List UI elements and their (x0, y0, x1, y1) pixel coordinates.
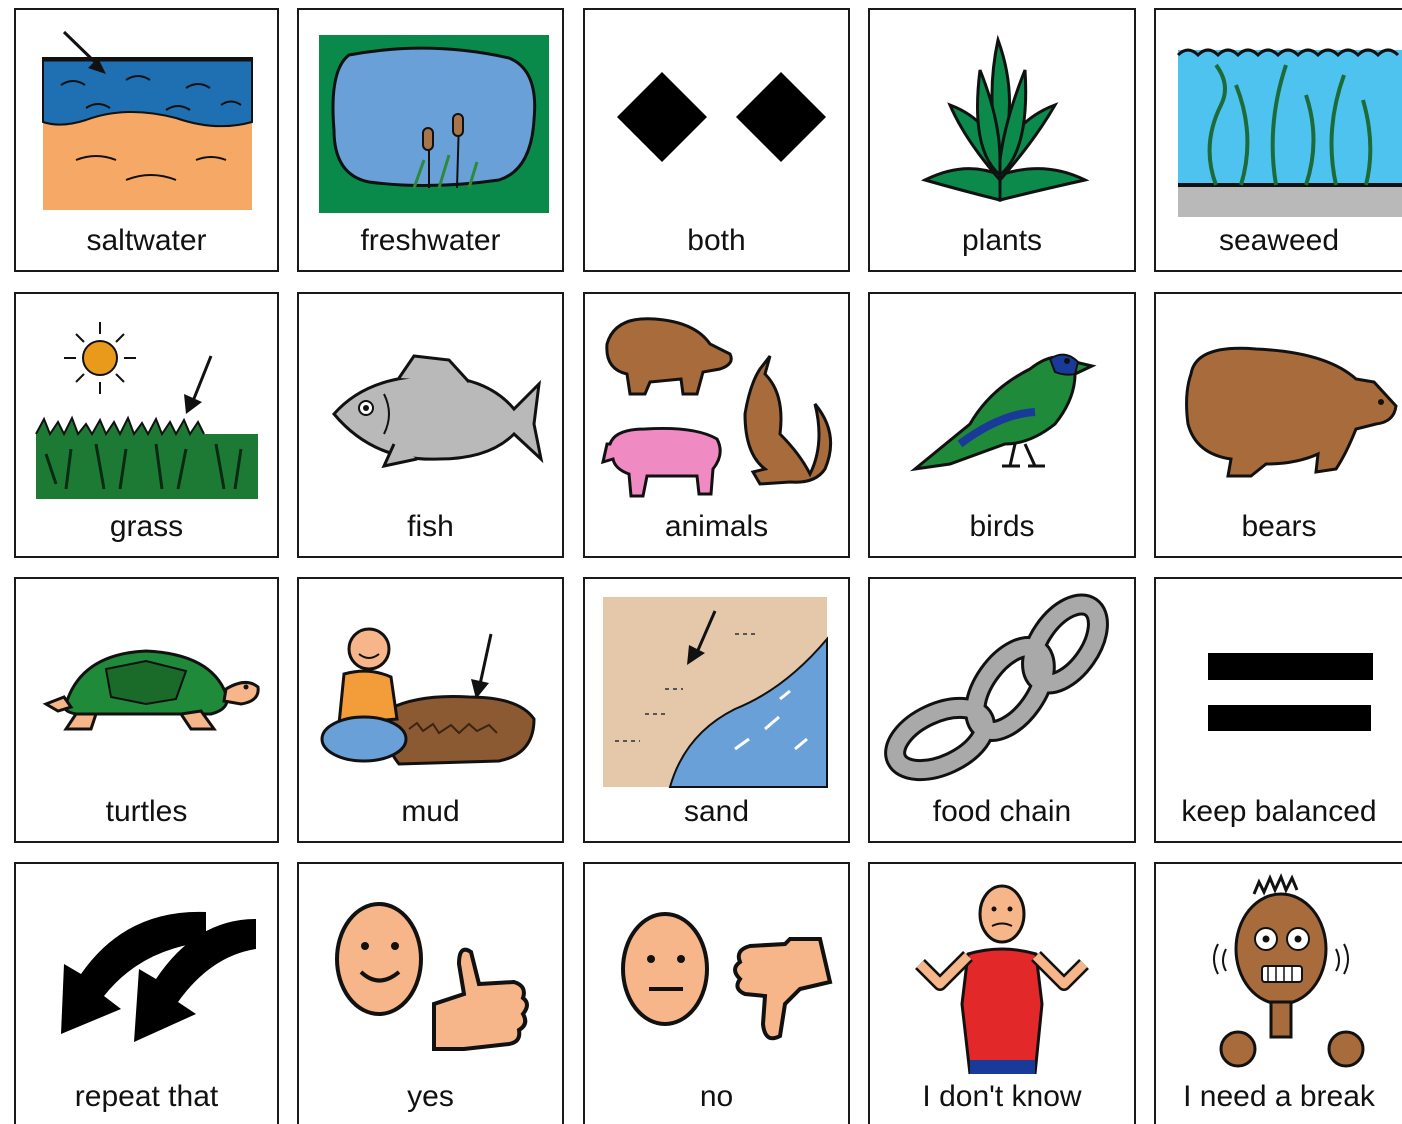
cell-seaweed[interactable] (1154, 8, 1402, 272)
plant-icon (870, 10, 1134, 215)
cell-label: I need a break (1183, 1080, 1375, 1113)
shrug-icon (870, 864, 1134, 1074)
cell-plants[interactable] (868, 8, 1136, 272)
cell-label: bears (1241, 510, 1317, 543)
cell-i-need-a-break[interactable] (1154, 862, 1402, 1124)
cell-bears[interactable] (1154, 292, 1402, 558)
cell-i-dont-know[interactable] (868, 862, 1136, 1124)
cell-sand[interactable] (583, 577, 850, 843)
chain-icon (870, 579, 1134, 789)
cell-label: fish (407, 510, 454, 543)
cell-birds[interactable] (868, 292, 1136, 558)
turtle-icon (16, 579, 277, 789)
bear-icon (1156, 294, 1402, 504)
cell-no[interactable] (583, 862, 850, 1124)
cell-mud[interactable] (297, 577, 564, 843)
mud-icon (299, 579, 562, 789)
cell-label: sand (683, 795, 750, 828)
grass-icon (16, 294, 277, 504)
repeat-arrows-icon (16, 864, 277, 1074)
cell-repeat-that[interactable] (14, 862, 279, 1124)
sand-beach-icon (585, 579, 848, 789)
freshwater-pond-icon (299, 10, 562, 220)
cell-freshwater[interactable] (297, 8, 564, 272)
cell-turtles[interactable] (14, 577, 279, 843)
cell-label: both (687, 224, 746, 257)
cell-label: no (699, 1080, 734, 1113)
fish-icon (299, 294, 562, 504)
cell-fish[interactable] (297, 292, 564, 558)
cell-label: seaweed (1218, 224, 1340, 257)
cell-label: grass (109, 510, 184, 543)
cell-label: animals (664, 510, 769, 543)
saltwater-icon (16, 10, 277, 210)
bird-icon (870, 294, 1134, 504)
cell-saltwater[interactable] (14, 8, 279, 272)
cell-both[interactable] (583, 8, 850, 272)
stressed-face-icon (1156, 864, 1402, 1074)
animals-icon (585, 294, 848, 509)
thumbs-up-icon (299, 864, 562, 1074)
cell-label: food chain (932, 795, 1072, 828)
cell-label: yes (407, 1080, 454, 1113)
cell-label: mud (401, 795, 460, 828)
cell-animals[interactable] (583, 292, 850, 558)
cell-label: birds (969, 510, 1035, 543)
two-diamonds-icon (585, 10, 848, 210)
cell-label: plants (961, 224, 1043, 257)
cell-yes[interactable] (297, 862, 564, 1124)
cell-food-chain[interactable] (868, 577, 1136, 843)
cell-keep-balanced[interactable] (1154, 577, 1402, 843)
equals-icon (1156, 579, 1402, 789)
cell-label: freshwater (360, 224, 501, 257)
cell-label: keep balanced (1181, 795, 1377, 828)
cell-grass[interactable] (14, 292, 279, 558)
thumbs-down-icon (585, 864, 848, 1074)
cell-label: saltwater (86, 224, 207, 257)
cell-label: turtles (105, 795, 188, 828)
cell-label: repeat that (74, 1080, 219, 1113)
cell-label: I don't know (922, 1080, 1082, 1113)
seaweed-icon (1156, 10, 1402, 220)
